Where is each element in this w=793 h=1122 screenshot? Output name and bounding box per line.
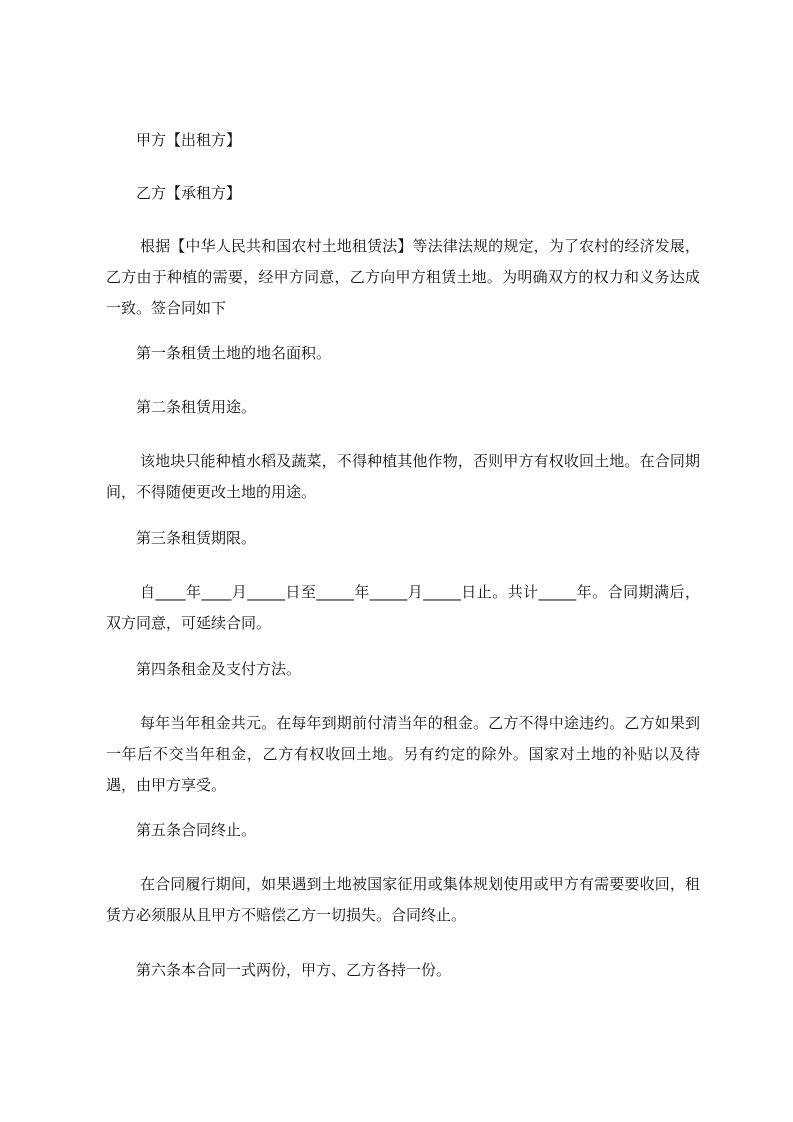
article-2-title: 第二条租赁用途。 bbox=[136, 398, 257, 416]
party-a-line: 甲方【出租方】 bbox=[136, 131, 242, 149]
article-1-title: 第一条租赁土地的地名面积。 bbox=[136, 344, 332, 362]
party-b-line: 乙方【承租方】 bbox=[136, 184, 242, 202]
article-3-title: 第三条租赁期限。 bbox=[136, 529, 257, 547]
article-2-body: 该地块只能种植水稻及蔬菜，不得种植其他作物，否则甲方有权收回土地。在合同期间，不得随便更改土地的用途。 bbox=[106, 452, 700, 501]
article-4-body: 每年当年租金共元。在每年到期前付清当年的租金。乙方不得中途违约。乙方如果到一年后不交当年租金，乙方有权收回土地。另有约定的除外。国家对土地的补贴以及待遇，由甲方享受。 bbox=[106, 714, 700, 794]
article-5-title: 第五条合同终止。 bbox=[136, 821, 257, 839]
article-4-title: 第四条租金及支付方法。 bbox=[136, 660, 302, 678]
article-3-body: 自____年____月_____日至_____年_____月_____日止。共计_____年。合同期满后，双方同意，可延续合同。 bbox=[106, 583, 700, 632]
preamble-paragraph: 根据【中华人民共和国农村土地租赁法】等法律法规的规定，为了农村的经济发展，乙方由于种植的需要，经甲方同意，乙方向甲方租赁土地。为明确双方的权力和义务达成一致。签合同如下 bbox=[106, 237, 700, 317]
article-6-title: 第六条本合同一式两份，甲方、乙方各持一份。 bbox=[136, 961, 452, 979]
article-5-body: 在合同履行期间，如果遇到土地被国家征用或集体规划使用或甲方有需要要收回，租赁方必须服从且甲方不赔偿乙方一切损失。合同终止。 bbox=[106, 875, 700, 924]
